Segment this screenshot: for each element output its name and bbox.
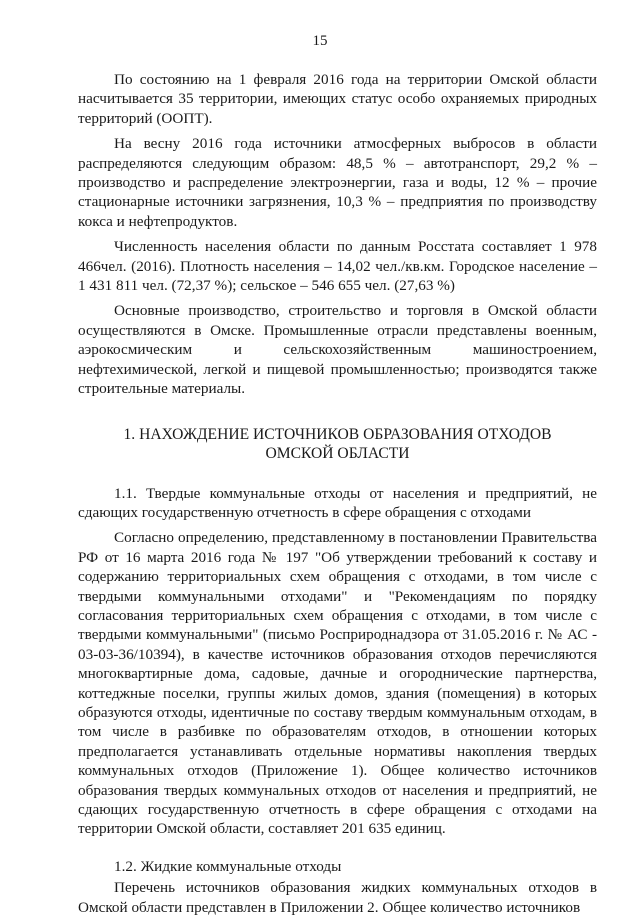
section-heading-line1: 1. НАХОЖДЕНИЕ ИСТОЧНИКОВ ОБРАЗОВАНИЯ ОТХОДОВ — [123, 425, 552, 443]
section-heading-line2: ОМСКОЙ ОБЛАСТИ — [265, 445, 410, 462]
paragraph-oopt: По состоянию на 1 февраля 2016 года на территории Омской области насчитывается 35 территории, имеющих статус особо охраняемых природных территорий (ООПТ). — [78, 71, 597, 127]
subsection-1-1-title: 1.1. Твердые коммунальные отходы от населения и предприятий, не сдающих государственную отчетность в сфере обращения с отходами — [78, 484, 597, 521]
subsection-1-1-body: Согласно определению, представленному в постановлении Правительства РФ от 16 марта 2016 года № 197 "Об утверждении требований к составу и содержанию территориальных схем обращения с отходами, в том числе с твердыми коммунальными отходами" и "Рекомендациям по порядку согласования территориальных схем обращения с отходами, в том числе с твердыми коммунальными" (письмо Росприроднадзора от 31.05.2016 г. № АС - 03-03-36/10394), в качестве источников образования отходов перечисляются многоквартирные дома, садовые, дачные и огороднические партнерства, коттеджные поселки, группы жилых домов, здания (помещения) в которых образуются отходы, идентичные по составу твердым коммунальным отходам, в том числе в разбивке по образователям отходов, в отношении которых предполагается устанавливать отдельные нормативы накопления твердых коммунальных отходов (Приложение 1). Общее количество источников образования твердых коммунальных отходов от населения и предприятий, не сдающих государственную отчетность в сфере обращения с отходами на территории Омской области, составляет 201 635 единиц. — [78, 529, 597, 838]
subsection-1-2-body: Перечень источников образования жидких коммунальных отходов в Омской области представлен в Приложении 2. Общее количество источников — [78, 879, 597, 916]
subsection-1-2-title: 1.2. Жидкие коммунальные отходы — [114, 857, 342, 875]
page-content — [78, 70, 597, 917]
paragraph-emissions: На весну 2016 года источники атмосферных выбросов в области распределяются следующим образом: 48,5 % – автотранспорт, 29,2 % – производство и распределение электроэнергии, газа и воды, 12 % – прочие стационарные источники загрязнения, 10,3 % – предприятия по производству кокса и нефтепродуктов. — [78, 135, 597, 230]
paragraph-industry: Основные производство, строительство и торговля в Омской области осуществляются в Омске. Промышленные отрасли представлены военным, аэрокосмическим и сельскохозяйственным машиностроением, нефтехимической, легкой и пищевой промышленностью; производятся также строительные материалы. — [78, 302, 597, 398]
page-number: 15 — [312, 33, 328, 49]
section-heading — [78, 425, 597, 464]
paragraph-population: Численность населения области по данным Росстата составляет 1 978 466чел. (2016). Плотность населения – 14,02 чел./кв.км. Городское население – 1 431 811 чел. (72,37 %); сельское – 546 655 чел. (27,63 %) — [78, 238, 597, 295]
